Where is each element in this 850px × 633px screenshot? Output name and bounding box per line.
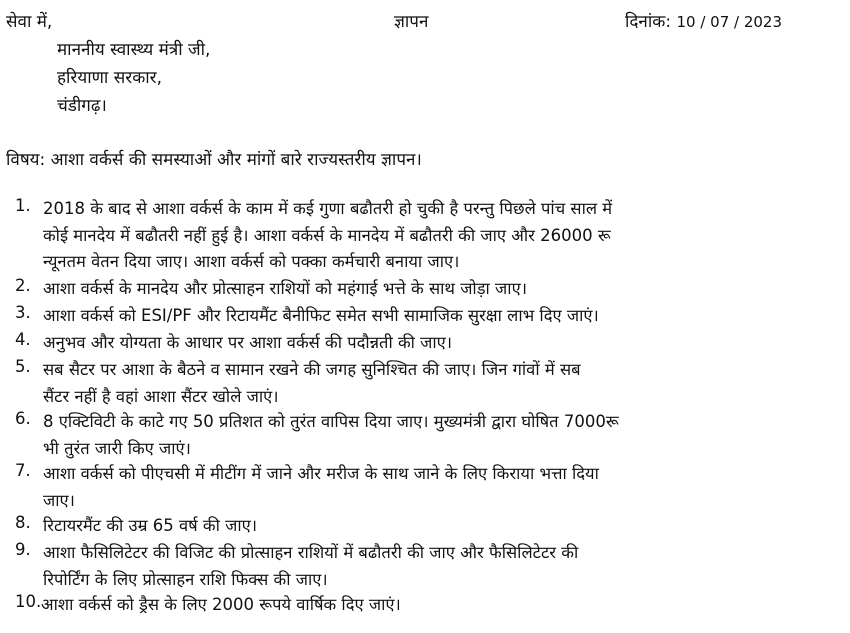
demand-number: 7. bbox=[15, 461, 31, 480]
demand-text bbox=[43, 461, 818, 514]
address-line-government: हरियाणा सरकार, bbox=[57, 68, 163, 88]
demand-text bbox=[43, 540, 818, 593]
demand-text bbox=[43, 330, 818, 357]
demand-number: 1. bbox=[15, 196, 31, 215]
demand-text-line: आशा वर्कर्स को पीएचसी में मीटींग में जाने और मरीज के साथ जाने के लिए किराया भत्ता दिया bbox=[43, 464, 599, 483]
demand-text-line: रिपोर्टिंग के लिए प्रोत्साहन राशि फिक्स की जाए। bbox=[43, 569, 328, 589]
demand-text-line: रिटायरमैंट की उम्र 65 वर्ष की जाए। bbox=[43, 516, 257, 535]
demand-number: 8. bbox=[15, 513, 31, 532]
demand-text-line: आशा वर्कर्स के मानदेय और प्रोत्साहन राशियों को महंगाई भत्ते के साथ जोड़ा जाए। bbox=[43, 279, 527, 298]
demand-text-line: कोई मानदेय में बढौतरी नहीं हुई है। आशा वर्कर्स के मानदेय में बढौतरी की जाए और 26000 रू bbox=[43, 225, 611, 245]
demand-text bbox=[41, 592, 816, 619]
demand-text-line: जाए। bbox=[43, 490, 75, 510]
document-title: ज्ञापन bbox=[394, 12, 429, 32]
demand-text-line: आशा फैसिलिटेटर की विजिट की प्रोत्साहन राशियों में बढौतरी की जाए और फैसिलिटेटर की bbox=[43, 543, 579, 562]
demand-text-line: 2018 के बाद से आशा वर्कर्स के काम में कई गुणा बढौतरी हो चुकी है परन्तु पिछले पांच साल में bbox=[43, 199, 613, 218]
demand-text-line: अनुभव और योग्यता के आधार पर आशा वर्कर्स की पदौन्नती की जाए। bbox=[43, 333, 453, 352]
demand-text bbox=[43, 303, 818, 330]
demand-text-line: आशा वर्कर्स को ESI/PF और रिटायमैंट बैनीफिट समेत सभी सामाजिक सुरक्षा लाभ दिए जाएं। bbox=[43, 306, 599, 325]
demand-text bbox=[43, 196, 818, 276]
demand-number: 3. bbox=[15, 303, 31, 322]
demand-text-line: सब सैटर पर आशा के बैठने व सामान रखने की जगह सुनिश्चित की जाए। जिन गांवों में सब bbox=[43, 360, 581, 379]
demand-number: 4. bbox=[15, 330, 31, 349]
demand-text bbox=[43, 357, 818, 410]
demand-text-line: 8 एक्टिविटी के काटे गए 50 प्रतिशत को तुरंत वापिस दिया जाए। मुख्यमंत्री द्वारा घोषित 7000रू bbox=[43, 412, 619, 431]
demand-text-line: न्यूनतम वेतन दिया जाए। आशा वर्कर्स को पक्का कर्मचारी बनाया जाए। bbox=[43, 252, 460, 271]
address-line-recipient: माननीय स्वास्थ्य मंत्री जी, bbox=[57, 40, 211, 60]
subject-line: विषय: आशा वर्कर्स की समस्याओं और मांगों बारे राज्यस्तरीय ज्ञापन। bbox=[6, 150, 422, 170]
date-value: 10 / 07 / 2023 bbox=[676, 13, 782, 31]
date-block bbox=[625, 9, 782, 32]
demand-text bbox=[43, 513, 818, 540]
demand-text-line: भी तुरंत जारी किए जाएं। bbox=[43, 438, 191, 458]
demand-text bbox=[43, 409, 818, 462]
date-label: दिनांक: bbox=[625, 12, 672, 32]
demand-number: 10. bbox=[15, 592, 42, 611]
demand-number: 9. bbox=[15, 540, 31, 559]
salutation: सेवा में, bbox=[6, 12, 53, 32]
demand-text-line: सैंटर नहीं है वहां आशा सैंटर खोले जाएं। bbox=[43, 386, 279, 406]
demand-text bbox=[43, 276, 818, 303]
demand-number: 2. bbox=[15, 276, 31, 295]
address-line-city: चंडीगढ़। bbox=[57, 96, 107, 116]
demand-text-line: आशा वर्कर्स को ड्रैस के लिए 2000 रूपये वार्षिक दिए जाएं। bbox=[41, 595, 401, 614]
demand-number: 6. bbox=[15, 409, 31, 428]
demand-number: 5. bbox=[15, 357, 31, 376]
